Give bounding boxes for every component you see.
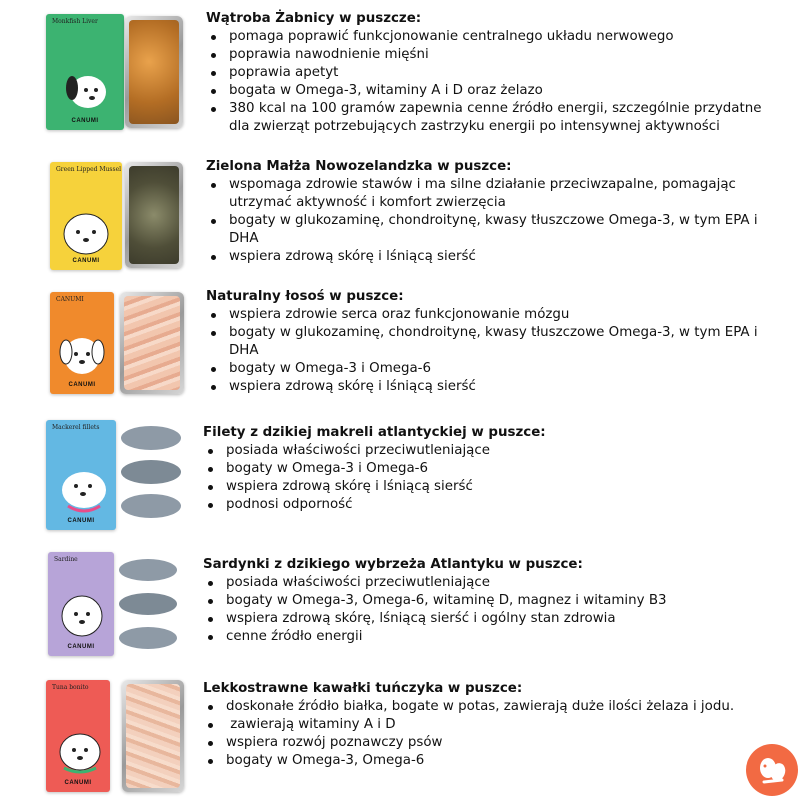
benefit-item: cenne źródło energii <box>203 628 667 646</box>
product-text <box>203 680 734 770</box>
monkfish-liver-package-image <box>46 14 124 130</box>
product-title: Filety z dzikiej makreli atlantyckiej w puszce: <box>203 425 546 440</box>
product-title: Wątroba Żabnicy w puszcze: <box>206 11 422 26</box>
benefit-list <box>206 306 758 396</box>
benefit-list <box>206 176 758 266</box>
product-title: Zielona Małża Nowozelandzka w puszce: <box>206 159 512 174</box>
benefit-item: wspiera zdrową skórę, lśniącą sierść i ogólny stan zdrowia <box>203 610 667 628</box>
product-title: Naturalny łosoś w puszce: <box>206 289 404 304</box>
benefit-item: bogaty w glukozaminę, chondroitynę, kwasy tłuszczowe Omega-3, w tym EPA i DHA <box>206 212 758 248</box>
benefit-list <box>203 698 734 770</box>
package-label: Tuna bonito <box>52 684 89 691</box>
salmon-package-image <box>50 292 114 394</box>
benefit-item: wspomaga zdrowie stawów i ma silne działanie przeciwzapalne, pomagając utrzymać aktywność i komfort zwierzęcia <box>206 176 758 212</box>
product-title: Lekkostrawne kawałki tuńczyka w puszce: <box>203 681 523 696</box>
benefit-item: bogaty w Omega-3 i Omega-6 <box>203 460 546 478</box>
benefit-item: doskonałe źródło białka, bogate w potas, zawierają duże ilości żelaza i jodu. <box>203 698 734 716</box>
benefit-item: bogaty w glukozaminę, chondroitynę, kwasy tłuszczowe Omega-3, w tym EPA i DHA <box>206 324 758 360</box>
benefit-item: wspiera zdrowie serca oraz funkcjonowanie mózgu <box>206 306 758 324</box>
benefit-item: bogaty w Omega-3, Omega-6, witaminę D, magnez i witaminy B3 <box>203 592 667 610</box>
package-label: Mackerel fillets <box>52 424 100 431</box>
package-brand: CANUMI <box>68 382 96 388</box>
dog-illustration-icon <box>46 680 110 792</box>
benefit-item: zawierają witaminy A i D <box>203 716 734 734</box>
mussel-tin-image <box>125 162 183 268</box>
sardine-fish-icon <box>116 556 180 652</box>
benefit-item: posiada właściwości przeciwutleniające <box>203 442 546 460</box>
package-label: Sardine <box>54 556 78 563</box>
benefit-item: wspiera rozwój poznawczy psów <box>203 734 734 752</box>
benefit-item: poprawia apetyt <box>206 64 761 82</box>
benefit-item: bogaty w Omega-3, Omega-6 <box>203 752 734 770</box>
benefit-item: bogaty w Omega-3 i Omega-6 <box>206 360 758 378</box>
benefit-item: 380 kcal na 100 gramów zapewnia cenne źródło energii, szczególnie przydatne dla zwierząt potrzebujących zastrzyku energii po intensywnej aktywności <box>206 100 761 136</box>
benefit-item: podnosi odporność <box>203 496 546 514</box>
package-label: Green Lipped Mussel <box>56 166 122 173</box>
benefit-item: wspiera zdrową skórę i lśniącą sierść <box>206 378 758 396</box>
benefit-list <box>203 574 667 646</box>
tuna-package-image <box>46 680 110 792</box>
mussel-package-image <box>50 162 122 270</box>
benefit-list <box>203 442 546 514</box>
benefit-item: wspiera zdrową skórę i lśniącą sierść <box>203 478 546 496</box>
benefit-item: poprawia nawodnienie mięśni <box>206 46 761 64</box>
product-text <box>203 556 667 646</box>
dog-illustration-icon <box>46 420 116 530</box>
package-brand: CANUMI <box>71 118 99 124</box>
mackerel-fillet-icon <box>118 422 184 522</box>
benefit-list <box>206 28 761 136</box>
monkfish-liver-tin-image <box>125 16 183 128</box>
product-text <box>206 10 761 136</box>
dog-illustration-icon <box>50 292 114 394</box>
dog-illustration-icon <box>48 552 114 656</box>
benefit-item: bogata w Omega-3, witaminy A i D oraz żelazo <box>206 82 761 100</box>
package-brand: CANUMI <box>64 780 92 786</box>
product-text <box>203 424 546 514</box>
dog-illustration-icon <box>46 14 124 130</box>
benefit-item: pomaga poprawić funkcjonowanie centralnego układu nerwowego <box>206 28 761 46</box>
package-brand: CANUMI <box>67 518 95 524</box>
dog-illustration-icon <box>50 162 122 270</box>
brand-logo-icon <box>746 744 798 796</box>
product-text <box>206 288 758 396</box>
package-label: Monkfish Liver <box>52 18 98 25</box>
product-title: Sardynki z dzikiego wybrzeża Atlantyku w puszce: <box>203 557 583 572</box>
package-brand: CANUMI <box>67 644 95 650</box>
mackerel-package-image <box>46 420 116 530</box>
package-brand: CANUMI <box>72 258 100 264</box>
salmon-tin-image <box>120 292 184 394</box>
package-label: CANUMI <box>56 296 84 303</box>
sardines-package-image <box>48 552 114 656</box>
product-text <box>206 158 758 266</box>
benefit-item: posiada właściwości przeciwutleniające <box>203 574 667 592</box>
tuna-tin-image <box>122 680 184 792</box>
benefit-item: wspiera zdrową skórę i lśniącą sierść <box>206 248 758 266</box>
